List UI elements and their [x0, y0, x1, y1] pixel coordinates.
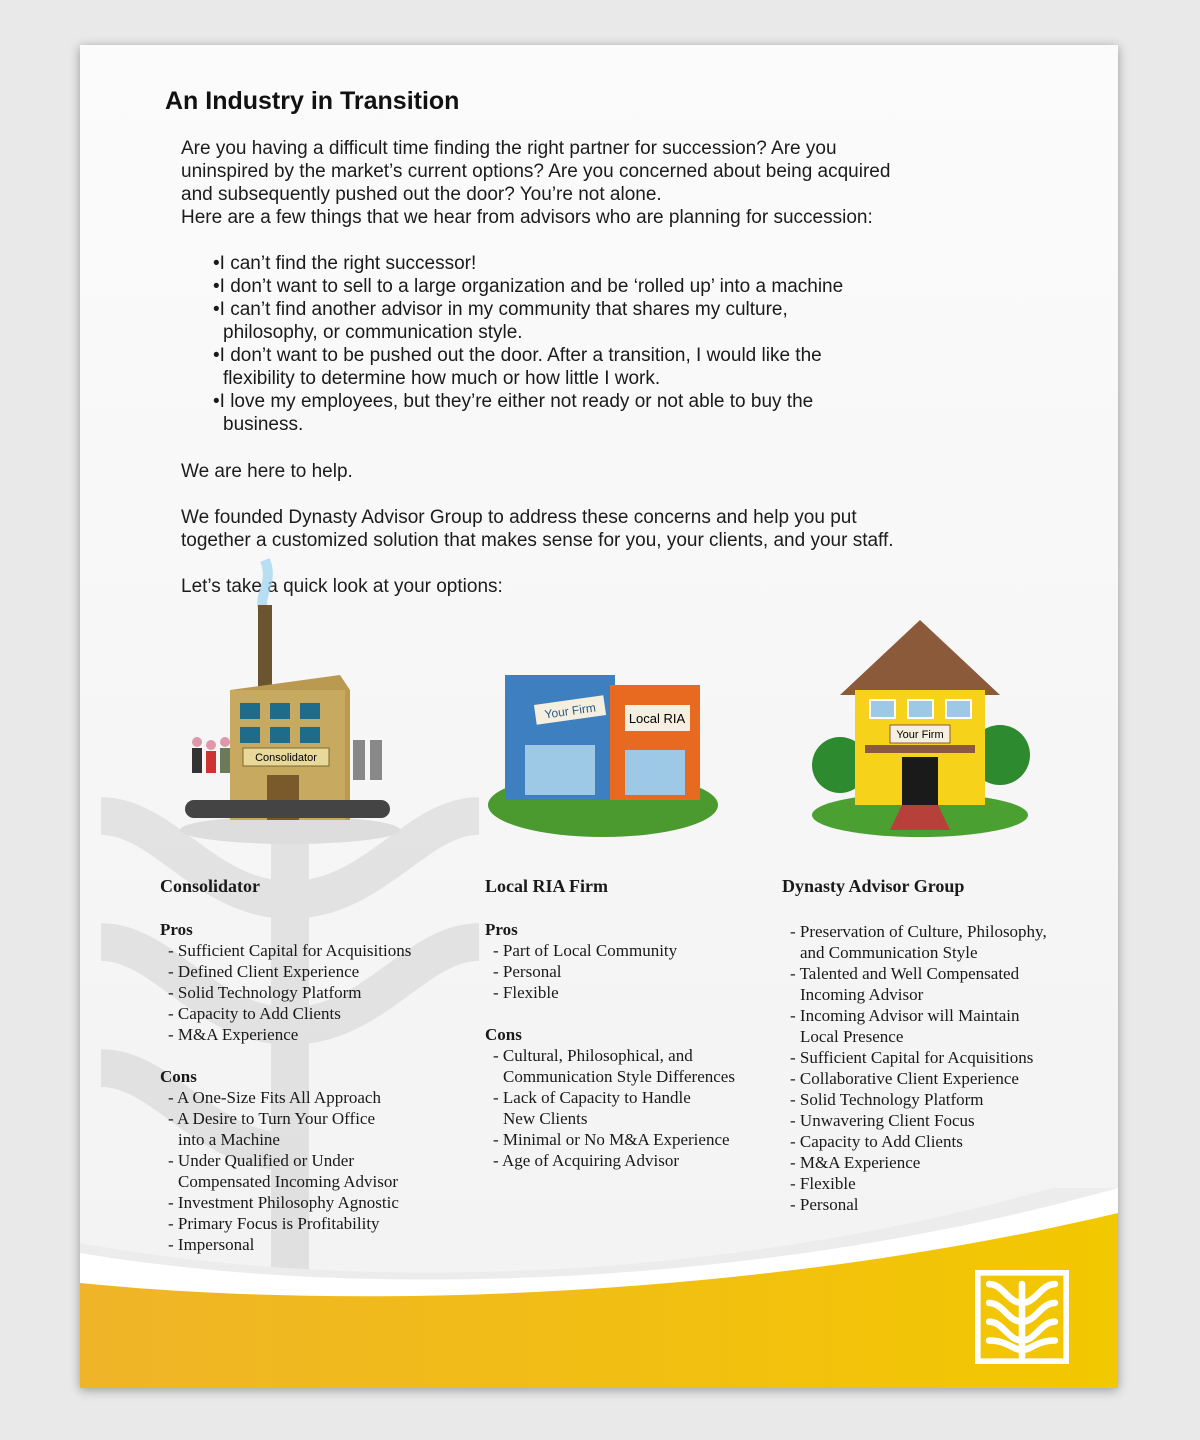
list-item: • I love my employees, but they’re either not ready or not able to buy the business. [213, 390, 843, 436]
consolidator-column [160, 876, 411, 1276]
list-item: - Minimal or No M&A Experience [493, 1130, 730, 1149]
advisor-concerns-list [213, 252, 843, 436]
list-item: - Flexible [493, 983, 559, 1002]
list-item: - M&A Experience [168, 1025, 299, 1044]
list-item: - Under Qualified or Under Compensated Incoming Advisor [168, 1151, 399, 1191]
consolidator-sign: Consolidator [255, 752, 317, 764]
local-ria-illustration [485, 665, 720, 845]
list-item: - Sufficient Capital for Acquisitions [168, 941, 412, 960]
list-item: - Capacity to Add Clients [168, 1004, 341, 1023]
founded-paragraph: We founded Dynasty Advisor Group to address these concerns and help you put together a customized solution that makes sense for you, your clients, and your staff. [181, 507, 894, 551]
list-item: - Cultural, Philosophical, and Communication Style Differences [493, 1046, 735, 1086]
list-item: • I can’t find another advisor in my community that shares my culture, philosophy, or communication style. [213, 298, 843, 344]
list-item: • I can’t find the right successor! [213, 252, 843, 275]
list-item: - Talented and Well Compensated Incoming Advisor [790, 964, 1020, 1004]
list-item: - A Desire to Turn Your Office into a Machine [168, 1109, 376, 1149]
dynasty-house-illustration [810, 615, 1030, 840]
dynasty-your-firm-sign: Your Firm [896, 729, 944, 741]
column-heading: Dynasty Advisor Group [782, 876, 965, 896]
list-item: - Investment Philosophy Agnostic [168, 1193, 399, 1212]
benefits-list [782, 921, 1047, 1215]
list-item: - Solid Technology Platform [790, 1090, 984, 1109]
list-item: - Incoming Advisor will Maintain Local Presence [790, 1006, 1020, 1046]
list-item: - Primary Focus is Profitability [168, 1214, 380, 1233]
consolidator-factory-illustration [175, 545, 405, 845]
intro-paragraph: Are you having a difficult time finding the right partner for succession? Are you uninspired by the market’s current options? Are you concerned about being acquired and subsequently pushed out the door? You’re not alone. Here are a few things that we hear from advisors who are planning for succession: [181, 138, 891, 228]
list-item: - Capacity to Add Clients [790, 1132, 963, 1151]
options-paragraph: Let’s take a quick look at your options: [181, 576, 503, 597]
help-paragraph: We are here to help. [181, 461, 353, 482]
page-title: An Industry in Transition [165, 87, 460, 115]
brochure-page [80, 45, 1118, 1388]
pros-label: Pros [485, 920, 518, 939]
list-item: - Unwavering Client Focus [790, 1111, 975, 1130]
list-item: - Solid Technology Platform [168, 983, 362, 1002]
list-item: - Age of Acquiring Advisor [493, 1151, 680, 1170]
cons-list [160, 1087, 411, 1255]
list-item: - Collaborative Client Experience [790, 1069, 1019, 1088]
pros-list [160, 940, 411, 1045]
list-item: - Part of Local Community [493, 941, 678, 960]
list-item: - Personal [790, 1195, 859, 1214]
pros-list [485, 940, 735, 1003]
list-item: - Defined Client Experience [168, 962, 360, 981]
column-heading: Consolidator [160, 876, 261, 896]
list-item: - Preservation of Culture, Philosophy, and Communication Style [790, 922, 1047, 962]
local-ria-column [485, 876, 735, 1192]
list-item: - M&A Experience [790, 1153, 921, 1172]
list-item: - Personal [493, 962, 562, 981]
list-item: - Sufficient Capital for Acquisitions [790, 1048, 1034, 1067]
cons-list [485, 1045, 735, 1171]
column-heading: Local RIA Firm [485, 876, 608, 896]
list-item: - Flexible [790, 1174, 856, 1193]
list-item: • I don’t want to be pushed out the door. After a transition, I would like the flexibility to determine how much or how little I work. [213, 344, 843, 390]
local-ria-sign: Local RIA [628, 711, 686, 726]
list-item: • I don’t want to sell to a large organization and be ‘rolled up’ into a machine [213, 275, 843, 298]
dynasty-logo-icon [975, 1270, 1069, 1364]
list-item: - A One-Size Fits All Approach [168, 1088, 381, 1107]
list-item: - Impersonal [168, 1235, 255, 1254]
cons-label: Cons [485, 1025, 522, 1044]
pros-label: Pros [160, 920, 193, 939]
list-item: - Lack of Capacity to Handle New Clients [493, 1088, 691, 1128]
dynasty-column [782, 876, 1047, 1236]
cons-label: Cons [160, 1067, 197, 1086]
your-firm-sign: Your Firm [543, 700, 597, 722]
